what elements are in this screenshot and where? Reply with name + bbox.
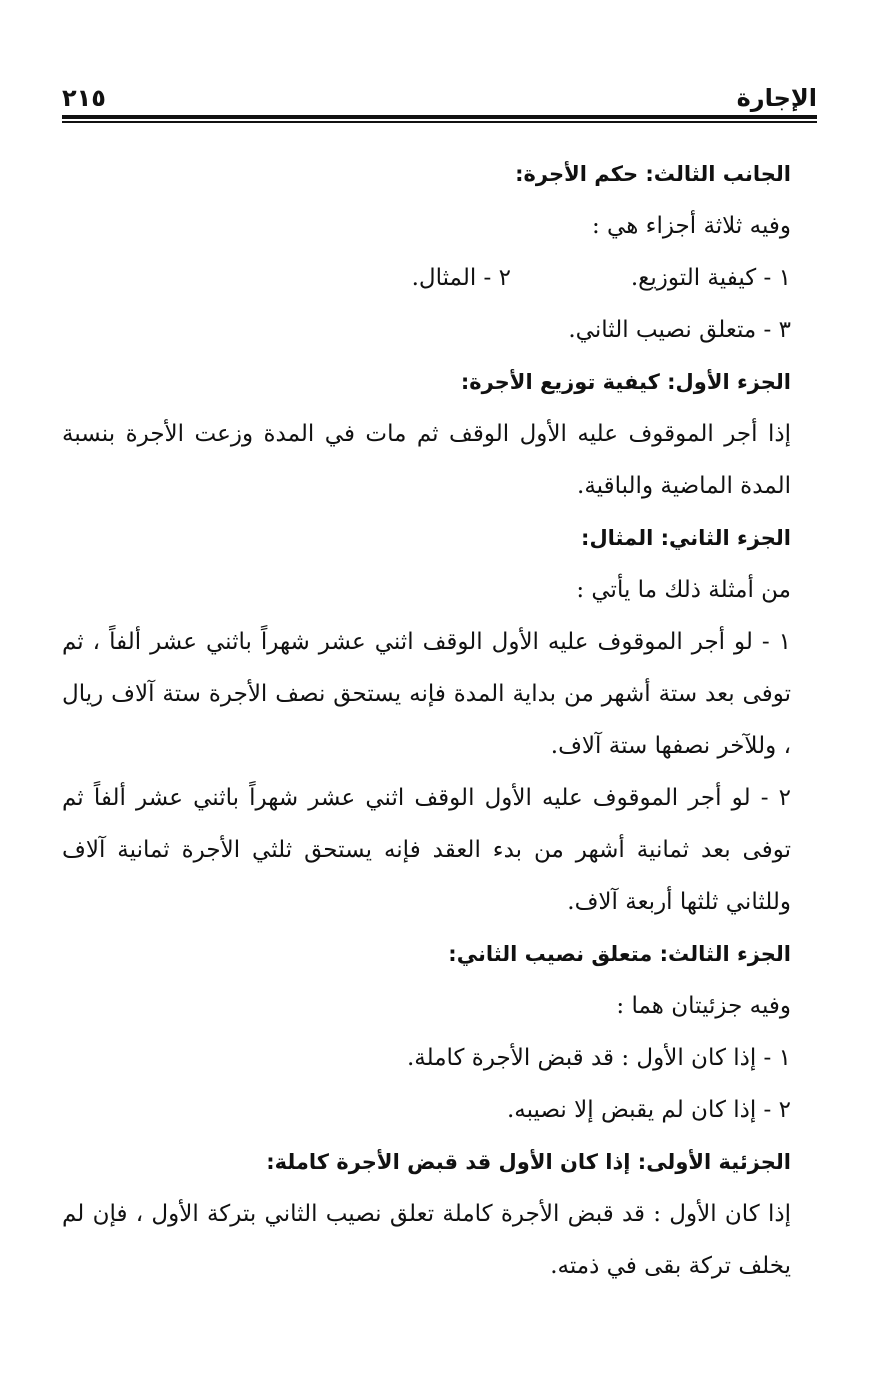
book-page [62, 70, 817, 1343]
sub1-paragraph: إذا كان الأول : قد قبض الأجرة كاملة تعلق نصيب الثاني بتركة الأول ، فإن لم يخلف تركة بقى في ذمته. [62, 1201, 791, 1279]
section-intro: وفيه ثلاثة أجزاء هي : [591, 213, 791, 239]
header-rule-thick [62, 115, 817, 119]
chapter-title: الإجارة [736, 84, 817, 112]
part3-item-2: ٢ - إذا كان لم يقبض إلا نصيبه. [506, 1097, 791, 1123]
part2-example-1: ١ - لو أجر الموقوف عليه الأول الوقف اثني عشر شهراً باثني عشر ألفاً ، ثم توفى بعد ستة أشهر من بداية المدة فإنه يستحق نصف الأجرة ستة آلاف ريال ، وللآخر نصفها ستة آلاف. [62, 629, 791, 759]
list-item: ٢ - المثال. [411, 265, 511, 291]
page-number: ٢١٥ [62, 84, 106, 112]
part3-intro: وفيه جزئيتان هما : [616, 993, 791, 1019]
part2-intro: من أمثلة ذلك ما يأتي : [576, 577, 791, 603]
list-row [62, 252, 817, 304]
running-header [62, 78, 817, 118]
page-body [62, 148, 817, 1292]
part1-paragraph: إذا أجر الموقوف عليه الأول الوقف ثم مات في المدة وزعت الأجرة بنسبة المدة الماضية والباقية. [62, 421, 791, 499]
section-heading: الجانب الثالث: حكم الأجرة: [515, 162, 791, 186]
part3-heading: الجزء الثالث: متعلق نصيب الثاني: [448, 942, 791, 966]
list-item: ١ - كيفية التوزيع. [630, 265, 791, 291]
header-rule-thin [62, 121, 817, 123]
part2-example-2: ٢ - لو أجر الموقوف عليه الأول الوقف اثني عشر شهراً باثني عشر ألفاً ثم توفى بعد ثمانية أشهر من بدء العقد فإنه يستحق ثلثي الأجرة ثمانية آلاف وللثاني ثلثها أربعة آلاف. [62, 785, 791, 915]
part3-item-1: ١ - إذا كان الأول : قد قبض الأجرة كاملة. [406, 1045, 791, 1071]
list-item: ٣ - متعلق نصيب الثاني. [568, 317, 791, 343]
sub1-heading: الجزئية الأولى: إذا كان الأول قد قبض الأجرة كاملة: [266, 1150, 791, 1174]
part1-heading: الجزء الأول: كيفية توزيع الأجرة: [460, 370, 791, 394]
part2-heading: الجزء الثاني: المثال: [581, 526, 791, 550]
